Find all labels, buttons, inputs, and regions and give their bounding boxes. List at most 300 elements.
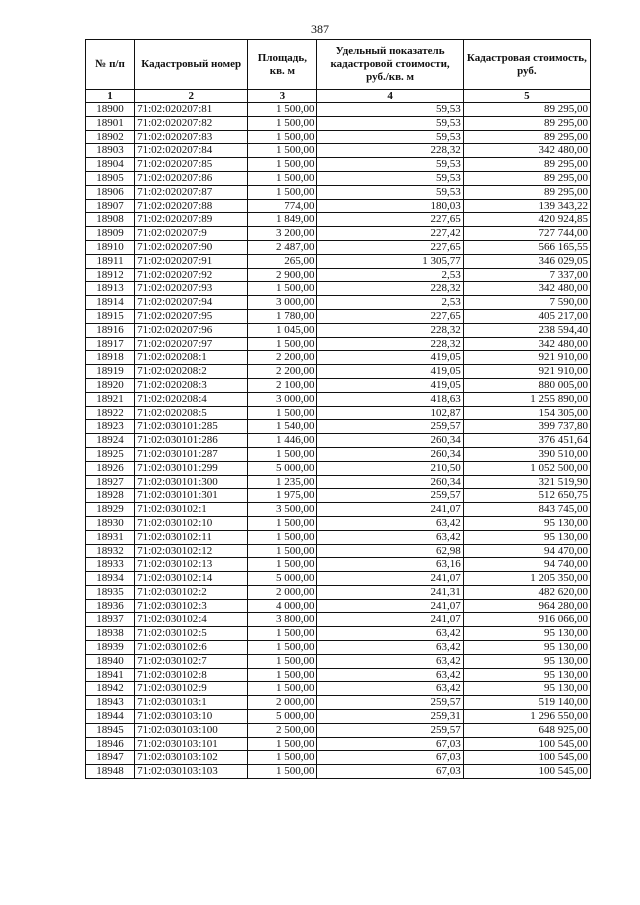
row-number-cell: 18939: [86, 641, 135, 655]
area-cell: 3 500,00: [248, 503, 317, 517]
table-row: [86, 406, 591, 420]
row-number-cell: 18903: [86, 144, 135, 158]
cadastral-value-cell: 566 165,55: [463, 240, 590, 254]
table-row: [86, 185, 591, 199]
table-row: [86, 171, 591, 185]
row-number-cell: 18908: [86, 213, 135, 227]
area-cell: 3 000,00: [248, 392, 317, 406]
area-cell: 2 200,00: [248, 365, 317, 379]
table-row: [86, 737, 591, 751]
area-cell: 1 849,00: [248, 213, 317, 227]
cadastral-number-cell: 71:02:020207:91: [135, 254, 248, 268]
cadastral-number-cell: 71:02:030101:285: [135, 420, 248, 434]
table-row: [86, 544, 591, 558]
row-number-cell: 18907: [86, 199, 135, 213]
table-row: [86, 199, 591, 213]
table-header-row: [86, 40, 591, 90]
area-cell: 1 045,00: [248, 323, 317, 337]
specific-value-cell: 259,57: [317, 723, 463, 737]
row-number-cell: 18937: [86, 613, 135, 627]
table-row: [86, 654, 591, 668]
cadastral-value-cell: 89 295,00: [463, 103, 590, 117]
row-number-cell: 18945: [86, 723, 135, 737]
specific-value-cell: 228,32: [317, 337, 463, 351]
cadastral-number-cell: 71:02:020207:94: [135, 296, 248, 310]
row-number-cell: 18947: [86, 751, 135, 765]
header-row-number: № п/п: [86, 40, 135, 90]
cadastral-number-cell: 71:02:030102:12: [135, 544, 248, 558]
row-number-cell: 18900: [86, 103, 135, 117]
row-number-cell: 18929: [86, 503, 135, 517]
cadastral-number-cell: 71:02:020207:83: [135, 130, 248, 144]
row-number-cell: 18910: [86, 240, 135, 254]
area-cell: 1 975,00: [248, 489, 317, 503]
area-cell: 2 900,00: [248, 268, 317, 282]
cadastral-value-cell: 342 480,00: [463, 337, 590, 351]
specific-value-cell: 241,07: [317, 613, 463, 627]
specific-value-cell: 227,65: [317, 240, 463, 254]
area-cell: 2 487,00: [248, 240, 317, 254]
table-row: [86, 530, 591, 544]
cadastral-value-cell: 89 295,00: [463, 130, 590, 144]
specific-value-cell: 63,42: [317, 654, 463, 668]
row-number-cell: 18915: [86, 309, 135, 323]
cadastral-value-cell: 921 910,00: [463, 351, 590, 365]
cadastral-number-cell: 71:02:020207:9: [135, 227, 248, 241]
cadastral-value-cell: 89 295,00: [463, 185, 590, 199]
table-row: [86, 682, 591, 696]
area-cell: 2 200,00: [248, 351, 317, 365]
cadastral-value-table: [85, 39, 591, 779]
specific-value-cell: 419,05: [317, 378, 463, 392]
cadastral-value-cell: 346 029,05: [463, 254, 590, 268]
cadastral-number-cell: 71:02:030103:100: [135, 723, 248, 737]
specific-value-cell: 180,03: [317, 199, 463, 213]
row-number-cell: 18902: [86, 130, 135, 144]
area-cell: 1 500,00: [248, 530, 317, 544]
column-number: 3: [248, 90, 317, 103]
table-row: [86, 213, 591, 227]
table-row: [86, 158, 591, 172]
specific-value-cell: 419,05: [317, 365, 463, 379]
table-row: [86, 116, 591, 130]
cadastral-value-cell: 399 737,80: [463, 420, 590, 434]
table-body: [86, 103, 591, 779]
cadastral-number-cell: 71:02:020207:88: [135, 199, 248, 213]
cadastral-number-cell: 71:02:030102:7: [135, 654, 248, 668]
cadastral-number-cell: 71:02:030103:1: [135, 696, 248, 710]
cadastral-value-cell: 405 217,00: [463, 309, 590, 323]
table-row: [86, 503, 591, 517]
cadastral-value-cell: 648 925,00: [463, 723, 590, 737]
cadastral-number-cell: 71:02:030102:6: [135, 641, 248, 655]
cadastral-number-cell: 71:02:030103:102: [135, 751, 248, 765]
row-number-cell: 18924: [86, 434, 135, 448]
table-row: [86, 516, 591, 530]
specific-value-cell: 63,16: [317, 558, 463, 572]
area-cell: 2 000,00: [248, 696, 317, 710]
specific-value-cell: 59,53: [317, 116, 463, 130]
specific-value-cell: 227,42: [317, 227, 463, 241]
cadastral-number-cell: 71:02:020207:90: [135, 240, 248, 254]
cadastral-number-cell: 71:02:020207:96: [135, 323, 248, 337]
cadastral-value-cell: 376 451,64: [463, 434, 590, 448]
row-number-cell: 18913: [86, 282, 135, 296]
row-number-cell: 18920: [86, 378, 135, 392]
area-cell: 4 000,00: [248, 599, 317, 613]
area-cell: 2 100,00: [248, 378, 317, 392]
table-row: [86, 309, 591, 323]
specific-value-cell: 1 305,77: [317, 254, 463, 268]
cadastral-number-cell: 71:02:020207:89: [135, 213, 248, 227]
cadastral-value-cell: 482 620,00: [463, 585, 590, 599]
area-cell: 1 500,00: [248, 171, 317, 185]
specific-value-cell: 259,57: [317, 420, 463, 434]
row-number-cell: 18917: [86, 337, 135, 351]
specific-value-cell: 228,32: [317, 144, 463, 158]
table-row: [86, 585, 591, 599]
row-number-cell: 18916: [86, 323, 135, 337]
cadastral-number-cell: 71:02:020207:85: [135, 158, 248, 172]
area-cell: 774,00: [248, 199, 317, 213]
area-cell: 1 780,00: [248, 309, 317, 323]
cadastral-value-cell: 390 510,00: [463, 447, 590, 461]
cadastral-number-cell: 71:02:020207:92: [135, 268, 248, 282]
area-cell: 1 500,00: [248, 158, 317, 172]
cadastral-number-cell: 71:02:030102:2: [135, 585, 248, 599]
specific-value-cell: 241,31: [317, 585, 463, 599]
area-cell: 5 000,00: [248, 710, 317, 724]
table-row: [86, 613, 591, 627]
specific-value-cell: 63,42: [317, 627, 463, 641]
area-cell: 1 500,00: [248, 641, 317, 655]
area-cell: 1 500,00: [248, 282, 317, 296]
cadastral-value-cell: 95 130,00: [463, 668, 590, 682]
specific-value-cell: 59,53: [317, 171, 463, 185]
row-number-cell: 18923: [86, 420, 135, 434]
row-number-cell: 18912: [86, 268, 135, 282]
table-row: [86, 765, 591, 779]
cadastral-value-cell: 89 295,00: [463, 171, 590, 185]
cadastral-value-cell: 95 130,00: [463, 627, 590, 641]
column-number: 5: [463, 90, 590, 103]
table-row: [86, 447, 591, 461]
row-number-cell: 18933: [86, 558, 135, 572]
specific-value-cell: 63,42: [317, 516, 463, 530]
cadastral-number-cell: 71:02:030103:101: [135, 737, 248, 751]
page-number: 387: [311, 22, 329, 36]
specific-value-cell: 210,50: [317, 461, 463, 475]
cadastral-number-cell: 71:02:030102:1: [135, 503, 248, 517]
area-cell: 1 500,00: [248, 654, 317, 668]
specific-value-cell: 241,07: [317, 503, 463, 517]
cadastral-value-cell: 420 924,85: [463, 213, 590, 227]
row-number-cell: 18940: [86, 654, 135, 668]
area-cell: 1 235,00: [248, 475, 317, 489]
table-row: [86, 420, 591, 434]
area-cell: 1 500,00: [248, 103, 317, 117]
specific-value-cell: 228,32: [317, 282, 463, 296]
row-number-cell: 18946: [86, 737, 135, 751]
cadastral-value-cell: 95 130,00: [463, 530, 590, 544]
cadastral-number-cell: 71:02:030102:13: [135, 558, 248, 572]
column-number: 2: [135, 90, 248, 103]
specific-value-cell: 259,57: [317, 489, 463, 503]
specific-value-cell: 260,34: [317, 475, 463, 489]
table-row: [86, 144, 591, 158]
cadastral-value-cell: 342 480,00: [463, 144, 590, 158]
area-cell: 3 200,00: [248, 227, 317, 241]
table-row: [86, 475, 591, 489]
row-number-cell: 18943: [86, 696, 135, 710]
row-number-cell: 18944: [86, 710, 135, 724]
cadastral-number-cell: 71:02:030102:8: [135, 668, 248, 682]
cadastral-value-cell: 7 337,00: [463, 268, 590, 282]
row-number-cell: 18941: [86, 668, 135, 682]
cadastral-number-cell: 71:02:030102:5: [135, 627, 248, 641]
specific-value-cell: 259,31: [317, 710, 463, 724]
cadastral-number-cell: 71:02:020207:81: [135, 103, 248, 117]
specific-value-cell: 227,65: [317, 309, 463, 323]
area-cell: 1 500,00: [248, 668, 317, 682]
area-cell: 2 500,00: [248, 723, 317, 737]
column-number: 1: [86, 90, 135, 103]
specific-value-cell: 241,07: [317, 572, 463, 586]
cadastral-value-cell: 727 744,00: [463, 227, 590, 241]
area-cell: 1 500,00: [248, 144, 317, 158]
cadastral-number-cell: 71:02:030101:287: [135, 447, 248, 461]
table-row: [86, 723, 591, 737]
area-cell: 1 500,00: [248, 682, 317, 696]
cadastral-number-cell: 71:02:030103:10: [135, 710, 248, 724]
area-cell: 1 500,00: [248, 751, 317, 765]
cadastral-value-cell: 843 745,00: [463, 503, 590, 517]
cadastral-value-cell: 89 295,00: [463, 158, 590, 172]
specific-value-cell: 260,34: [317, 434, 463, 448]
area-cell: 2 000,00: [248, 585, 317, 599]
row-number-cell: 18911: [86, 254, 135, 268]
area-cell: 1 500,00: [248, 116, 317, 130]
cadastral-number-cell: 71:02:020207:93: [135, 282, 248, 296]
area-cell: 1 500,00: [248, 130, 317, 144]
specific-value-cell: 59,53: [317, 185, 463, 199]
cadastral-value-cell: 880 005,00: [463, 378, 590, 392]
row-number-cell: 18928: [86, 489, 135, 503]
area-cell: 1 500,00: [248, 544, 317, 558]
specific-value-cell: 63,42: [317, 530, 463, 544]
cadastral-number-cell: 71:02:020207:97: [135, 337, 248, 351]
specific-value-cell: 259,57: [317, 696, 463, 710]
row-number-cell: 18926: [86, 461, 135, 475]
table-row: [86, 337, 591, 351]
specific-value-cell: 2,53: [317, 268, 463, 282]
cadastral-number-cell: 71:02:030101:301: [135, 489, 248, 503]
cadastral-value-cell: 100 545,00: [463, 765, 590, 779]
cadastral-number-cell: 71:02:030103:103: [135, 765, 248, 779]
specific-value-cell: 59,53: [317, 158, 463, 172]
table-column-numbers-row: [86, 90, 591, 103]
row-number-cell: 18927: [86, 475, 135, 489]
area-cell: 1 500,00: [248, 406, 317, 420]
table-row: [86, 627, 591, 641]
row-number-cell: 18925: [86, 447, 135, 461]
header-area: Площадь, кв. м: [248, 40, 317, 90]
specific-value-cell: 102,87: [317, 406, 463, 420]
cadastral-value-cell: 1 205 350,00: [463, 572, 590, 586]
row-number-cell: 18938: [86, 627, 135, 641]
area-cell: 3 800,00: [248, 613, 317, 627]
table-row: [86, 558, 591, 572]
row-number-cell: 18932: [86, 544, 135, 558]
area-cell: 1 446,00: [248, 434, 317, 448]
row-number-cell: 18909: [86, 227, 135, 241]
area-cell: 5 000,00: [248, 572, 317, 586]
table-row: [86, 254, 591, 268]
cadastral-value-cell: 154 305,00: [463, 406, 590, 420]
cadastral-value-cell: 89 295,00: [463, 116, 590, 130]
cadastral-number-cell: 71:02:030102:3: [135, 599, 248, 613]
row-number-cell: 18901: [86, 116, 135, 130]
table-row: [86, 696, 591, 710]
cadastral-value-cell: 95 130,00: [463, 682, 590, 696]
cadastral-value-cell: 238 594,40: [463, 323, 590, 337]
table-row: [86, 268, 591, 282]
cadastral-value-cell: 94 470,00: [463, 544, 590, 558]
area-cell: 3 000,00: [248, 296, 317, 310]
cadastral-number-cell: 71:02:020208:4: [135, 392, 248, 406]
cadastral-value-cell: 1 296 550,00: [463, 710, 590, 724]
cadastral-value-cell: 321 519,90: [463, 475, 590, 489]
row-number-cell: 18934: [86, 572, 135, 586]
cadastral-value-cell: 921 910,00: [463, 365, 590, 379]
row-number-cell: 18930: [86, 516, 135, 530]
specific-value-cell: 67,03: [317, 765, 463, 779]
row-number-cell: 18918: [86, 351, 135, 365]
table-row: [86, 668, 591, 682]
cadastral-value-cell: 100 545,00: [463, 737, 590, 751]
cadastral-number-cell: 71:02:030101:300: [135, 475, 248, 489]
row-number-cell: 18948: [86, 765, 135, 779]
area-cell: 1 500,00: [248, 185, 317, 199]
specific-value-cell: 67,03: [317, 751, 463, 765]
cadastral-number-cell: 71:02:020207:87: [135, 185, 248, 199]
cadastral-value-cell: 94 740,00: [463, 558, 590, 572]
cadastral-value-cell: 964 280,00: [463, 599, 590, 613]
cadastral-number-cell: 71:02:030101:286: [135, 434, 248, 448]
cadastral-value-cell: 95 130,00: [463, 641, 590, 655]
cadastral-number-cell: 71:02:030102:10: [135, 516, 248, 530]
cadastral-number-cell: 71:02:020207:82: [135, 116, 248, 130]
specific-value-cell: 62,98: [317, 544, 463, 558]
row-number-cell: 18942: [86, 682, 135, 696]
table-row: [86, 296, 591, 310]
cadastral-number-cell: 71:02:020208:1: [135, 351, 248, 365]
cadastral-value-cell: 95 130,00: [463, 654, 590, 668]
area-cell: 5 000,00: [248, 461, 317, 475]
cadastral-value-cell: 916 066,00: [463, 613, 590, 627]
area-cell: 1 500,00: [248, 627, 317, 641]
specific-value-cell: 63,42: [317, 682, 463, 696]
cadastral-number-cell: 71:02:030101:299: [135, 461, 248, 475]
row-number-cell: 18904: [86, 158, 135, 172]
cadastral-value-cell: 1 255 890,00: [463, 392, 590, 406]
cadastral-value-cell: 342 480,00: [463, 282, 590, 296]
row-number-cell: 18922: [86, 406, 135, 420]
row-number-cell: 18931: [86, 530, 135, 544]
area-cell: 1 500,00: [248, 737, 317, 751]
cadastral-number-cell: 71:02:020208:3: [135, 378, 248, 392]
table-row: [86, 392, 591, 406]
table-row: [86, 130, 591, 144]
cadastral-number-cell: 71:02:020207:95: [135, 309, 248, 323]
specific-value-cell: 63,42: [317, 641, 463, 655]
specific-value-cell: 241,07: [317, 599, 463, 613]
specific-value-cell: 59,53: [317, 130, 463, 144]
cadastral-value-cell: 95 130,00: [463, 516, 590, 530]
specific-value-cell: 260,34: [317, 447, 463, 461]
cadastral-value-cell: 1 052 500,00: [463, 461, 590, 475]
table-row: [86, 489, 591, 503]
cadastral-value-cell: 139 343,22: [463, 199, 590, 213]
cadastral-number-cell: 71:02:020207:86: [135, 171, 248, 185]
table-row: [86, 240, 591, 254]
cadastral-number-cell: 71:02:020208:2: [135, 365, 248, 379]
table-row: [86, 365, 591, 379]
area-cell: 1 500,00: [248, 558, 317, 572]
row-number-cell: 18905: [86, 171, 135, 185]
row-number-cell: 18919: [86, 365, 135, 379]
cadastral-value-cell: 512 650,75: [463, 489, 590, 503]
table-row: [86, 378, 591, 392]
table-row: [86, 599, 591, 613]
row-number-cell: 18906: [86, 185, 135, 199]
table-row: [86, 282, 591, 296]
area-cell: 1 540,00: [248, 420, 317, 434]
specific-value-cell: 227,65: [317, 213, 463, 227]
area-cell: 1 500,00: [248, 765, 317, 779]
table-row: [86, 227, 591, 241]
row-number-cell: 18935: [86, 585, 135, 599]
table-row: [86, 323, 591, 337]
cadastral-value-cell: 7 590,00: [463, 296, 590, 310]
specific-value-cell: 419,05: [317, 351, 463, 365]
cadastral-number-cell: 71:02:030102:4: [135, 613, 248, 627]
table-row: [86, 461, 591, 475]
column-number: 4: [317, 90, 463, 103]
area-cell: 1 500,00: [248, 516, 317, 530]
row-number-cell: 18921: [86, 392, 135, 406]
cadastral-number-cell: 71:02:030102:14: [135, 572, 248, 586]
cadastral-number-cell: 71:02:020207:84: [135, 144, 248, 158]
cadastral-value-cell: 519 140,00: [463, 696, 590, 710]
table-row: [86, 434, 591, 448]
row-number-cell: 18914: [86, 296, 135, 310]
row-number-cell: 18936: [86, 599, 135, 613]
table-row: [86, 751, 591, 765]
cadastral-number-cell: 71:02:030102:9: [135, 682, 248, 696]
specific-value-cell: 67,03: [317, 737, 463, 751]
area-cell: 1 500,00: [248, 337, 317, 351]
table-row: [86, 351, 591, 365]
area-cell: 1 500,00: [248, 447, 317, 461]
header-specific-value: Удельный показатель кадастровой стоимости, руб./кв. м: [317, 40, 463, 90]
header-cadastral-value: Кадастровая стоимость, руб.: [463, 40, 590, 90]
specific-value-cell: 2,53: [317, 296, 463, 310]
cadastral-number-cell: 71:02:020208:5: [135, 406, 248, 420]
table-row: [86, 572, 591, 586]
table-row: [86, 103, 591, 117]
table-row: [86, 641, 591, 655]
